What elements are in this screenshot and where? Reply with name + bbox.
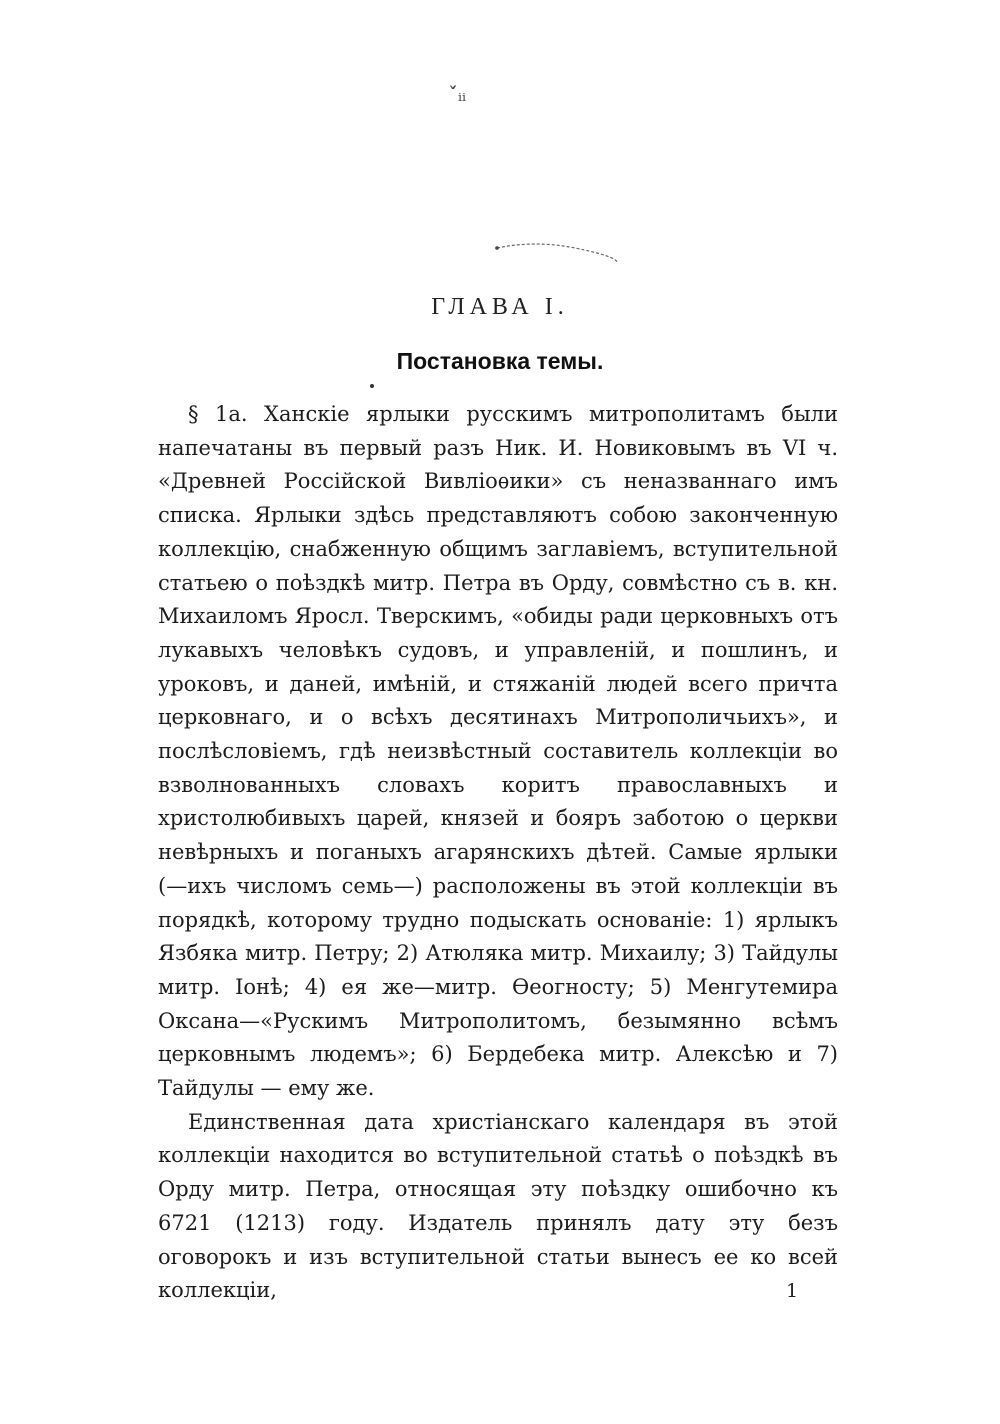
paragraph-1: § 1а. Ханскіе ярлыки русскимъ митрополитамъ были напечатаны въ первый разъ Ник. И. Новиковымъ въ VI ч. «Древней Россійской Вивліоѳики» съ неназваннаго имъ списка. Ярлыки здѣсь представляютъ собою законченную коллекцію, снабженную общимъ заглавіемъ, вступительной статьею о поѣздкѣ митр. Петра въ Орду, совмѣстно съ в. кн. Михаиломъ Яросл. Тверскимъ, «обиды ради церковныхъ отъ лукавыхъ человѣкъ судовъ, и управленій, и пошлинъ, и уроковъ, и даней, имѣній, и стяжаній людей всего причта церковнаго, и о всѣхъ десятинахъ Митрополичьихъ», и послѣсловіемъ, гдѣ неизвѣстный составитель коллекціи во взволнованныхъ словахъ коритъ православныхъ и христолюбивыхъ царей, князей и бояръ заботою о церкви невѣрныхъ и поганыхъ агарянскихъ дѣтей. Самые ярлыки (—ихъ числомъ семь—) расположены въ этой коллекціи въ порядкѣ, которому трудно подыскать основаніе: 1) ярлыкъ Язбяка митр. Петру; 2) Атюляка митр. Михаилу; 3) Тайдулы митр. Іонѣ; 4) ея же—митр. Ѳеогносту; 5) Менгутемира Оксана—«Рускимъ Митрополитомъ, безымянно всѣмъ церковнымъ людемъ»; 6) Бердебека митр. Алексѣю и 7) Тайдулы — ему же. [158,402,838,1101]
decorative-dot [370,384,374,388]
chapter-heading: ГЛАВА I. [431,294,569,320]
body-text [158,398,838,1308]
page-number: 1 [786,1280,799,1302]
top-mark: ˇ́ᵢᵢ [448,82,467,106]
section-heading: Постановка темы. [396,348,604,374]
decorative-line [495,236,620,266]
paragraph-2: Единственная дата христіанскаго календаря въ этой коллекціи находится во вступительной статьѣ о поѣздкѣ въ Орду митр. Петра, относящая эту поѣздку ошибочно къ 6721 (1213) году. Издатель принялъ дату эту безъ оговорокъ и изъ вступительной статьи вынесъ ее ко всей коллекціи, [158,1109,838,1303]
